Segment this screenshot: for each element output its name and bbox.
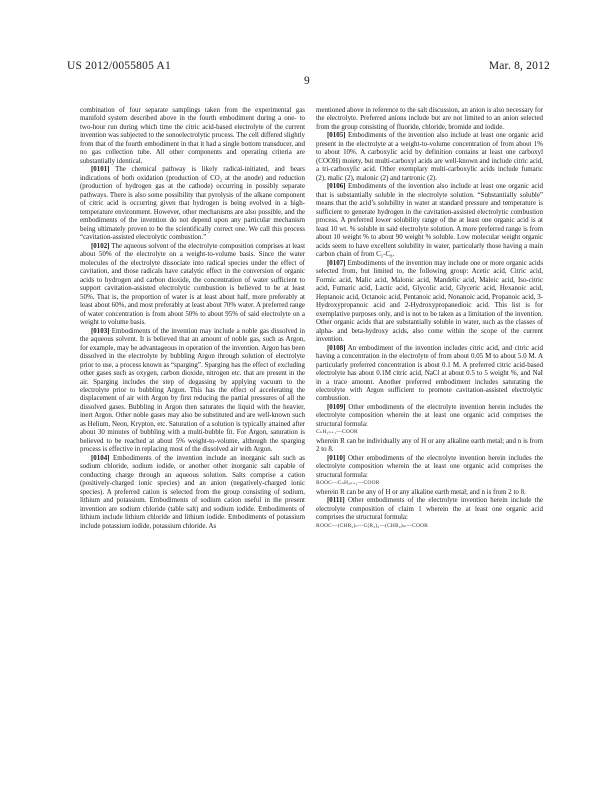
paragraph-0106 xyxy=(316,182,543,258)
structural-formula: CₙH₂ₙ₊₁—COOR xyxy=(316,429,358,436)
paragraph-number: [0107] xyxy=(327,258,346,267)
paragraph-body: Other embodiments of the electrolyte invention herein includes the electrolyte composition wherein the at least one organic acid comprises the structural formula: xyxy=(316,402,544,428)
paragraph-number: [0106] xyxy=(327,182,346,191)
paragraph-0104 xyxy=(80,454,305,530)
left-text-column xyxy=(80,106,305,530)
paragraph-text xyxy=(80,106,305,165)
publication-number: US 2012/0055805 A1 xyxy=(67,60,171,72)
paragraph-body: An embodiment of the invention includes citric acid, and citric acid having a concentration in the electrolyte of from about 0.05 M to about 5.0 M. A particularly preferred concentration is about 0.1 M. A preferred citric acid-based electrolyte has about 0.1M citric acid, NaCl at about 0.5 to 5 weight %, and NaI in a trace amount. Another preferred embodiment includes saturating the electrolyte with Argon sufficient to promote cavitation-assisted electrolytic combustion. xyxy=(316,343,543,403)
paragraph-body: The chemical pathway is likely radical-initiated, and bears indications of both oxidation (production of CO₂ at the anode) and reduction (production of hydrogen gas at the cathode) occurring in possibly separate pathways. There is also some possibility that pyrolysis of the alkane component of citric acid is occurring given that hydrogen is being evolved in a high-temperature environment. However, other mechanisms are also possible, and the embodiments of the invention do not depend upon any particular mechanism being ultimately proven to be the scientifically correct one. We call this process “cavitation-assisted electrolytic combustion.” xyxy=(80,165,305,242)
paragraph-0105 xyxy=(316,131,543,182)
right-text-column xyxy=(316,106,543,530)
paragraph-number: [0103] xyxy=(91,326,110,335)
paragraph-body: Embodiments of the invention may include a noble gas dissolved in the aqueous solvent. It is believed that an amount of noble gas, such as Argon, for example, may be advantageous in operation of the invention. Argon has been dissolved in the electrolyte by bubbling Argon through solution of electrolyte prior to use, a process known as “sparging”. Sparging has the effect of excluding other gases such as oxygen, carbon dioxide, nitrogen etc. that are present in the air. Sparging includes the step of degassing by applying vacuum to the electrolyte prior to bubbling Argon. This has the effect of accelerating the displacement of air with Argon by first reducing the partial pressures of all the dissolved gases. Bubbling in Argon then saturates the liquid with the heavier, inert Argon. Other noble gases may also be substituted and are well-known such as Helium, Neon, Krypton, etc. Saturation of a solution is typically attained after about 30 minutes of bubbling with a multi-bubble fit. For Argon, saturation is believed to be reached at about 5% weight-to-volume, although the sparging process is effective in replacing most of the dissolved air with Argon. xyxy=(80,326,306,454)
paragraph-text xyxy=(316,488,543,496)
publication-date: Mar. 8, 2012 xyxy=(488,60,550,72)
paragraph-body: Other embodiments of the electrolyte invention herein include the electrolyte composition of claim 1 wherein the at least one organic acid comprises the structural formula: xyxy=(316,496,544,522)
paragraph-text xyxy=(316,437,543,454)
paragraph-0108 xyxy=(316,344,543,403)
paragraph-0107 xyxy=(316,259,543,344)
paragraph-number: [0104] xyxy=(91,453,110,462)
paragraph-body: Embodiments of the invention include an inorganic salt such as sodium chloride, sodium iodide, or another other inorganic salt capable of conducting charge through an aqueous solution. Salts comprise a cation (positively-charged ionic species) and an anion (negatively-charged ionic species). A preferred cation is selected from the group consisting of sodium, lithium and potassium. Embodiments of sodium cation useful in the present invention are sodium chloride (table salt) and sodium iodide. Embodiments of lithium include lithium chloride and lithium iodide. Embodiments of potassium include potassium iodide, potassium chloride. As xyxy=(80,453,306,530)
paragraph-0103 xyxy=(80,327,305,454)
paragraph-body: Embodiments of the invention also include at least one organic acid that is substantially soluble in the electrolyte solution. “Substantially soluble” means that the acid’s solubility in water at standard pressure and temperature is sufficient to generate hydrogen in the cavitation-assisted electrolytic combustion process. A preferred lower solubility range of the at least one organic acid is at least 10 wt. % soluble in said electrolyte solution. A more preferred range is from about 10 weight % to about 90 weight % soluble. Low molecular weight organic acids seem to have excellent solubility in water, particularly those having a main carbon chain of from C₁-C₈. xyxy=(316,182,544,259)
paragraph-number: [0111] xyxy=(327,496,345,505)
paragraph-number: [0102] xyxy=(91,241,110,250)
page-number: 9 xyxy=(304,75,310,87)
structural-formula: ROOC—(CHR₂)ₙ—C(R₂)₂—(CHR₂)ₘ—COOR xyxy=(316,522,428,529)
paragraph-number: [0101] xyxy=(91,165,110,174)
paragraph-0110 xyxy=(316,454,543,479)
paragraph-body: Other embodiments of the electrolyte invention herein includes the electrolyte composition wherein the at least one organic acid comprises the structural formula: xyxy=(316,453,544,479)
paragraph-body: Embodiments of the invention also include at least one organic acid present in the electrolyte at a weight-to-volume concentration of from about 1% to about 10%. A carboxylic acid by definition contains at least one carboxyl (COOH) moiety, but multi-carboxyl acids are well-known and include citric acid, a tri-carboxylic acid. Other exemplary multi-carboxylic acids include fumaric (2), malic (2), malonic (2) and tartronic (2). xyxy=(316,131,544,182)
paragraph-body: wherein R can be any of H or any alkaline earth metal; and n is from 2 to 8. xyxy=(316,487,526,496)
paragraph-text xyxy=(316,106,543,131)
paragraph-body: wherein R can be individually any of H or any alkaline earth metal; and n is from 2 to 8. xyxy=(316,436,543,454)
paragraph-number: [0108] xyxy=(327,343,346,352)
paragraph-body: mentioned above in reference to the salt discussion, an anion is also necessary for the electrolyte. Preferred anions include but are not limited to an anion selected from the group consisting of fluoride, chloride, bromide and iodide. xyxy=(316,106,543,131)
paragraph-0101 xyxy=(80,165,305,241)
paragraph-0102 xyxy=(80,242,305,327)
paragraph-body: combination of four separate samplings taken from the experimental gas manifold system described above in the fourth embodiment during a one- to two-hour run during which time the citric acid-based electrolyte of the current invention was subjected to the sonoelectrolytic process. The cell differed slightly from that of the fourth embodiment in that it had a single bottom transducer, and no gas collection tube. All other components and operating criteria are substantially identical. xyxy=(80,106,305,165)
paragraph-body: The aqueous solvent of the electrolyte composition comprises at least about 50% of the electrolyte on a weight-to-volume basis. Since the water molecules of the electrolyte dissociate into radical species under the effect of cavitation, and those radicals have catalytic effect in the conversion of organic acids to hydrogen and carbon dioxide, the concentration of water sufficient to support cavitation-assisted electrolytic combustion is believed to be at least 50%. That is, the proportion of water is at least about half, more preferably at least about 60%, and most preferably at least about 70% water. A preferred range of water concentration is from about 50% to about 95% of said electrolyte on a weight to volume basis. xyxy=(80,241,305,327)
structural-formula: ROOC—CₙH₂ₙ₊₁—COOR xyxy=(316,480,380,487)
paragraph-0109 xyxy=(316,403,543,428)
paragraph-0111 xyxy=(316,496,543,521)
paragraph-number: [0105] xyxy=(327,131,346,140)
paragraph-number: [0109] xyxy=(327,402,346,411)
paragraph-number: [0110] xyxy=(327,453,346,462)
paragraph-body: Embodiments of the invention may include one or more organic acids selected from, but limited to, the following group: Acetic acid, Citric acid, Formic acid, Malic acid, Malonic acid, Mandelic acid, Maleic acid, Iso-citric acid, Fumaric acid, Lactic acid, Glycolic acid, Glyceric acid, Hexanoic acid, Heptanoic acid, Octanoic acid, Pentanoic acid, Nonanoic acid, Propanoic acid, 3-Hydroxypropanoic acid and 2-Hydroxypropanedioic acid. This list is for exemplative purposes only, and is not to be taken as a limitation of the invention. Other organic acids that are substantially soluble in water, such as the classes of alpha- and beta-hydroxy acids, also come within the scope of the current invention. xyxy=(316,258,544,344)
